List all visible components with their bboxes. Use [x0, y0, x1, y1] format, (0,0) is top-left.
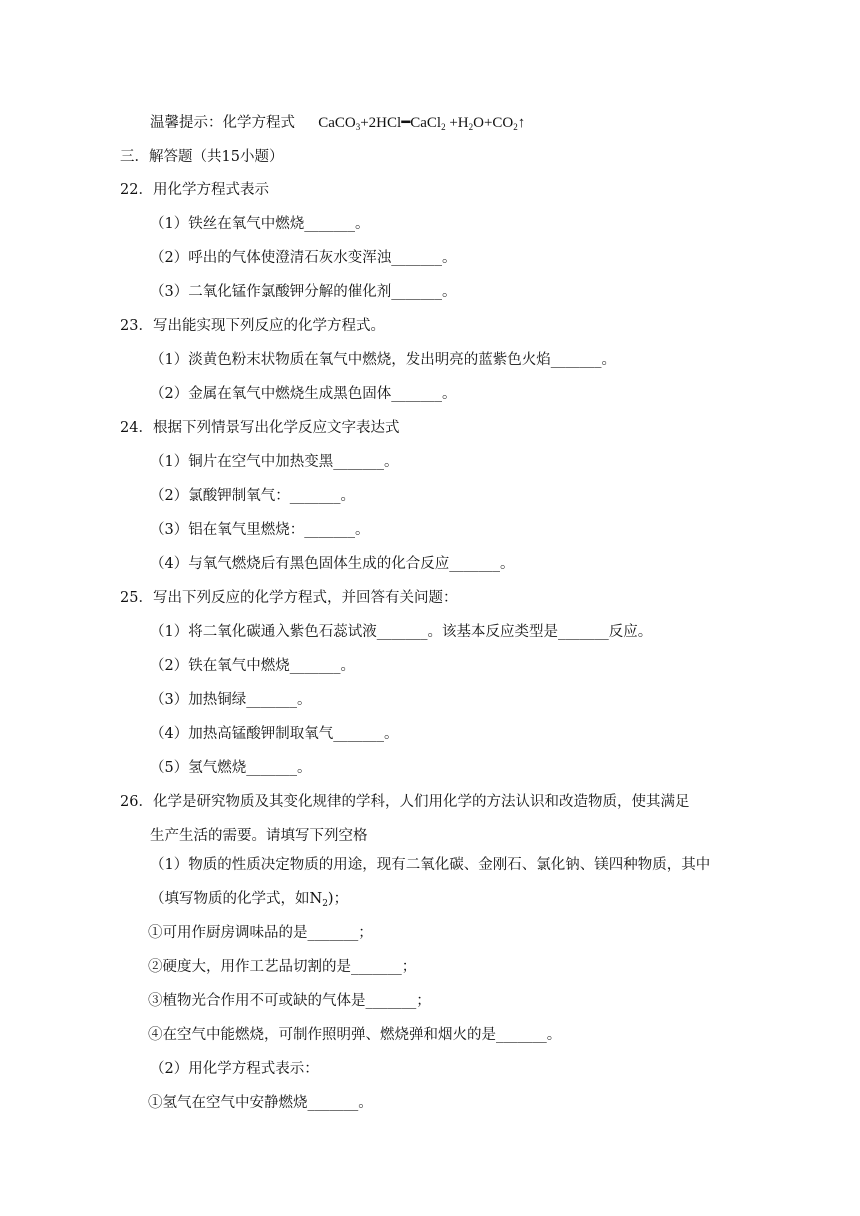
question-25-item: （2）铁在氧气中燃烧_______。 — [150, 658, 355, 674]
question-26-subitem: ③植物光合作用不可或缺的气体是_______； — [148, 993, 431, 1009]
question-26-subitem: ①可用作厨房调味品的是_______； — [148, 925, 373, 941]
hint-label: 温馨提示：化学方程式 — [150, 115, 295, 131]
question-22-stem: 22．用化学方程式表示 — [120, 182, 269, 198]
question-23-stem: 23．写出能实现下列反应的化学方程式。 — [120, 318, 385, 334]
question-24-stem: 24．根据下列情景写出化学反应文字表达式 — [120, 420, 400, 436]
question-26-part2: （2）用化学方程式表示： — [150, 1061, 319, 1077]
question-24-item: （2）氯酸钾制氧气：_______。 — [150, 488, 355, 504]
section-title: 三．解答题（共15小题） — [120, 149, 284, 165]
question-22-item: （3）二氧化锰作氯酸钾分解的催化剂_______。 — [150, 284, 457, 300]
question-25-stem: 25．写出下列反应的化学方程式，并回答有关问题： — [120, 590, 458, 606]
chemical-equation: CaCO$_3$+2HCl━CaCl$_2$ $+H_2O+CO_2↑$ — [318, 115, 526, 132]
question-26-subitem: ④在空气中能燃烧，可制作照明弹、燃烧弹和烟火的是_______。 — [148, 1027, 562, 1043]
question-26-part1-cont: （填写物质的化学式，如$N_2$)； — [150, 891, 349, 909]
question-26-stem-cont: 生产生活的需要。请填写下列空格 — [150, 828, 368, 844]
question-24-item: （4）与氧气燃烧后有黑色固体生成的化合反应_______。 — [150, 556, 515, 572]
question-25-item: （5）氢气燃烧_______。 — [150, 760, 312, 776]
question-26-part2-item: ①氢气在空气中安静燃烧_______。 — [148, 1095, 373, 1111]
question-25-item: （3）加热铜绿_______。 — [150, 692, 312, 708]
question-22-item: （2）呼出的气体使澄清石灰水变浑浊_______。 — [150, 250, 457, 266]
question-26-stem: 26．化学是研究物质及其变化规律的学科，人们用化学的方法认识和改造物质，使其满足 — [120, 794, 690, 810]
question-26-subitem: ②硬度大，用作工艺品切割的是_______； — [148, 959, 417, 975]
hint-line — [150, 113, 525, 133]
question-22-item: （1）铁丝在氧气中燃烧_______。 — [150, 216, 370, 232]
question-25-item: （4）加热高锰酸钾制取氧气_______。 — [150, 726, 399, 742]
question-24-item: （1）铜片在空气中加热变黑_______。 — [150, 454, 399, 470]
question-23-item: （2）金属在氧气中燃烧生成黑色固体_______。 — [150, 386, 457, 402]
gas-arrow-icon: ↑ — [517, 115, 526, 131]
question-23-item: （1）淡黄色粉末状物质在氧气中燃烧，发出明亮的蓝紫色火焰_______。 — [150, 352, 616, 368]
question-26-part1: （1）物质的性质决定物质的用途，现有二氧化碳、金刚石、氯化钠、镁四种物质，其中 — [150, 857, 711, 873]
question-25-item: （1）将二氧化碳通入紫色石蕊试液_______。该基本反应类型是_______反应。 — [150, 624, 653, 640]
question-24-item: （3）铝在氧气里燃烧：_______。 — [150, 522, 370, 538]
